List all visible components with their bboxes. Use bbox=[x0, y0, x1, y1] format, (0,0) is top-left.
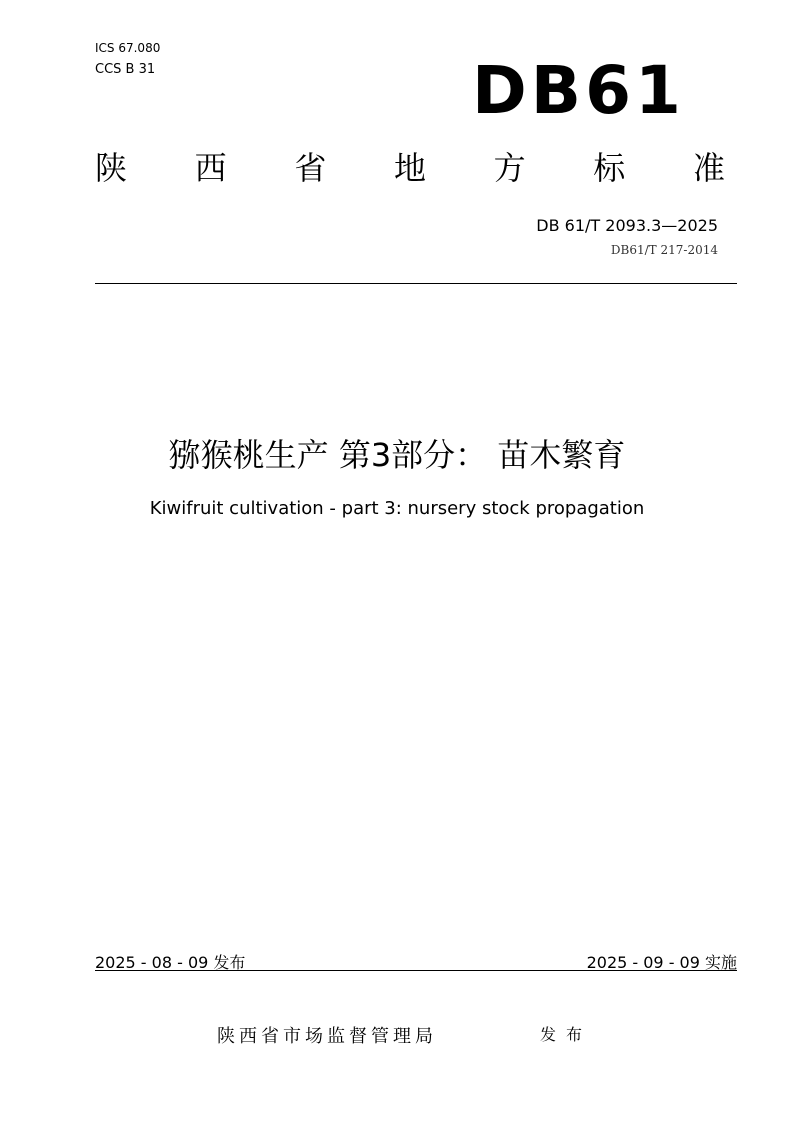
standard-type-char: 西 bbox=[194, 149, 227, 187]
standard-number: DB 61/T 2093.3—2025 bbox=[536, 216, 718, 235]
ics-code: ICS 67.080 bbox=[95, 41, 161, 55]
standard-type-char: 省 bbox=[294, 149, 327, 187]
document-title-english: Kiwifruit cultivation - part 3: nursery stock propagation bbox=[149, 498, 645, 519]
ccs-code: CCS B 31 bbox=[95, 62, 156, 77]
db-code-logo: DB61 bbox=[472, 52, 685, 129]
issuing-authority: 陕西省市场监督管理局 bbox=[217, 1026, 437, 1047]
standard-type-title bbox=[95, 149, 725, 187]
standard-type-char: 标 bbox=[593, 149, 626, 187]
issue-label: 发布 bbox=[540, 1025, 593, 1044]
standard-type-char: 准 bbox=[692, 149, 725, 187]
standard-type-char: 方 bbox=[493, 149, 526, 187]
footer-divider bbox=[95, 970, 737, 971]
standard-type-char: 陕 bbox=[95, 149, 128, 187]
replaced-standard-number: DB61/T 217-2014 bbox=[610, 243, 718, 257]
implement-date: 2025 - 09 - 09 实施 bbox=[586, 953, 737, 972]
document-title-chinese: 猕猴桃生产 第3部分： 苗木繁育 bbox=[168, 436, 626, 474]
header-divider bbox=[95, 283, 737, 284]
standard-type-char: 地 bbox=[393, 149, 426, 187]
publish-date: 2025 - 08 - 09 发布 bbox=[95, 953, 246, 972]
